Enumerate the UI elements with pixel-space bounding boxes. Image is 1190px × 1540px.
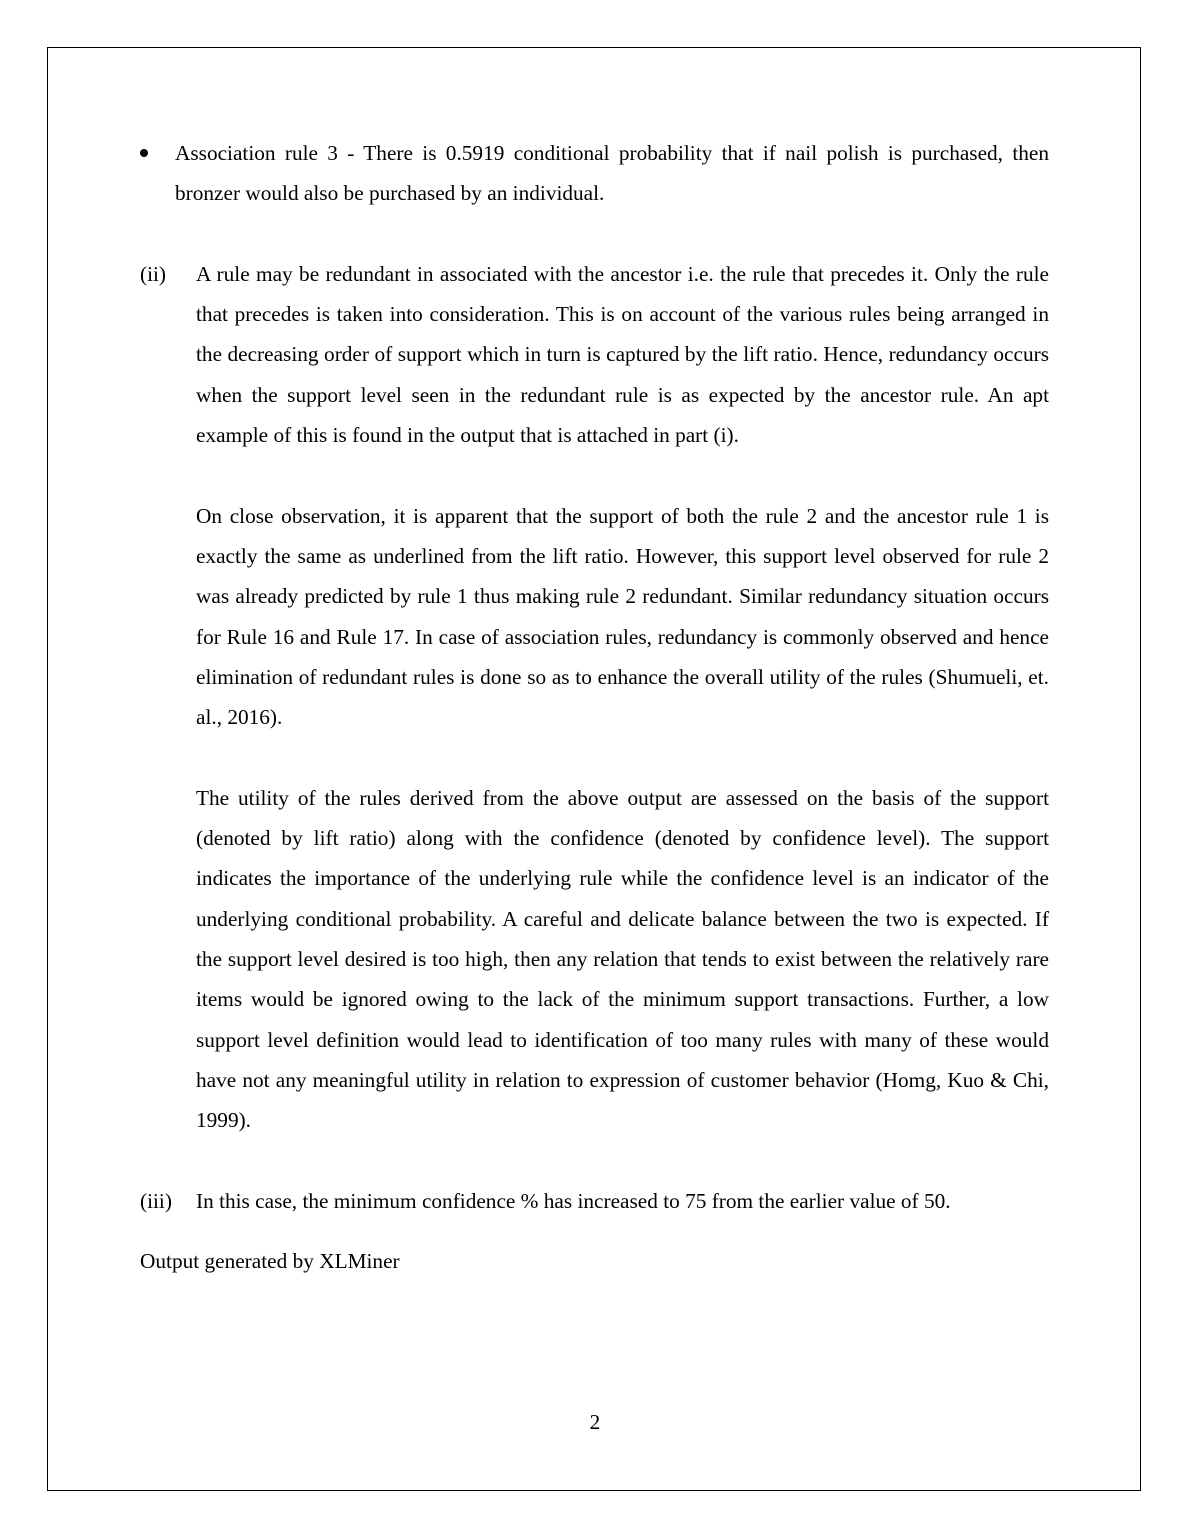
bullet-list-item xyxy=(140,133,1049,214)
section-ii-paragraph-1: A rule may be redundant in associated with the ancestor i.e. the rule that precedes it. Only the rule that precedes is taken into consideration. This is on account of the various rules being arranged in the decreasing order of support which in turn is captured by the lift ratio. Hence, redundancy occurs when the support level seen in the redundant rule is as expected by the ancestor rule. An apt example of this is found in the output that is attached in part (i). xyxy=(196,261,1049,448)
section-iii-text: In this case, the minimum confidence % has increased to 75 from the earlier value of 50. xyxy=(196,1188,951,1213)
association-rule-3-text: Association rule 3 - There is 0.5919 conditional probability that if nail polish is purchased, then bronzer would also be purchased by an individual. xyxy=(175,141,1049,206)
section-ii-paragraph-3: The utility of the rules derived from the above output are assessed on the basis of the support (denoted by lift ratio) along with the confidence (denoted by confidence level). The support indicates the importance of the underlying rule while the confidence level is an indicator of the underlying conditional probability. A careful and delicate balance between the two is expected. If the support level desired is too high, then any relation that tends to exist between the relatively rare items would be ignored owing to the lack of the minimum support transactions. Further, a low support level definition would lead to identification of too many rules with many of these would have not any meaningful utility in relation to expression of customer behavior (Homg, Kuo & Chi, 1999). xyxy=(196,785,1049,1133)
section-ii xyxy=(140,254,1049,1141)
bullet-icon xyxy=(140,149,148,157)
section-ii-label: (ii) xyxy=(140,261,167,286)
section-iii xyxy=(140,1181,1049,1221)
section-ii-paragraph-2: On close observation, it is apparent that the support of both the rule 2 and the ancestor rule 1 is exactly the same as underlined from the lift ratio. However, this support level observed for rule 2 was already predicted by rule 1 thus making rule 2 redundant. Similar redundancy situation occurs for Rule 16 and Rule 17. In case of association rules, redundancy is commonly observed and hence elimination of redundant rules is done so as to enhance the overall utility of the rules (Shumueli, et. al., 2016). xyxy=(196,503,1049,730)
output-caption: Output generated by XLMiner xyxy=(140,1249,400,1274)
document-body xyxy=(140,133,1049,1281)
section-iii-label: (iii) xyxy=(140,1188,172,1213)
page-number: 2 xyxy=(589,1410,601,1434)
